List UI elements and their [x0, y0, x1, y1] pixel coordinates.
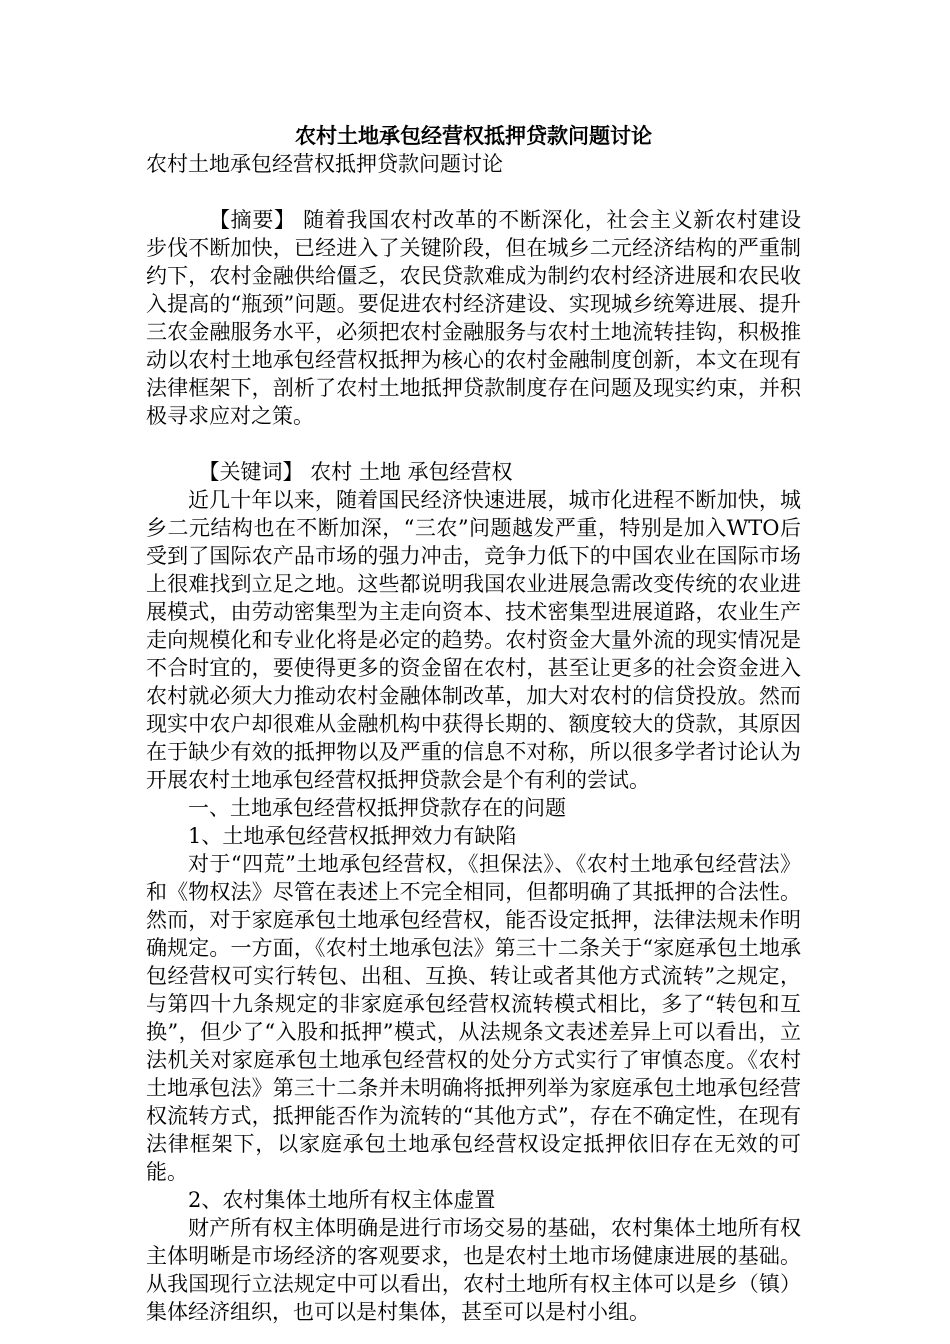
document-page — [146, 122, 801, 1326]
blank-line — [146, 178, 801, 206]
subsection-body-1: 对于“四荒”土地承包经营权，《担保法》、《农村土地承包经营法》和《物权法》尽管在表述上不完全相同，但都明确了其抵押的合法性。然而，对于家庭承包土地承包经营权，能否设定抵押，法律法规未作明确规定。一方面，《农村土地承包法》第三十二条关于“家庭承包土地承包经营权可实行转包、出租、互换、转让或者其他方式流转”之规定，与第四十九条规定的非家庭承包经营权流转模式相比，多了“转包和互换”，但少了“入股和抵押”模式，从法规条文表述差异上可以看出，立法机关对家庭承包土地承包经营权的处分方式实行了审慎态度。《农村土地承包法》第三十二条并未明确将抵押列举为家庭承包土地承包经营权流转方式，抵押能否作为流转的“其他方式”，存在不确定性，在现有法律框架下，以家庭承包土地承包经营权设定抵押依旧存在无效的可能。 — [146, 852, 801, 1184]
section-heading: 一、土地承包经营权抵押贷款存在的问题 — [188, 796, 566, 820]
document-subtitle: 农村土地承包经营权抵押贷款问题讨论 — [146, 152, 503, 176]
abstract-paragraph: 【摘要】 随着我国农村改革的不断深化，社会主义新农村建设步伐不断加快，已经进入了关键阶段，但在城乡二元经济结构的严重制约下，农村金融供给僵乏，农民贷款难成为制约农村经济进展和农民收入提高的“瓶颈”问题。要促进农村经济建设、实现城乡统筹进展、提升三农金融服务水平，必须把农村金融服务与农村土地流转挂钩，积极推动以农村土地承包经营权抵押为核心的农村金融制度创新，本文在现有法律框架下，剖析了农村土地抵押贷款制度存在问题及现实约束，并积极寻求应对之策。 — [146, 208, 801, 428]
intro-paragraph: 近几十年以来，随着国民经济快速进展，城市化进程不断加快，城乡二元结构也在不断加深，“三农”问题越发严重，特别是加入WTO后受到了国际农产品市场的强力冲击，竞争力低下的中国农业在国际市场上很难找到立足之地。这些都说明我国农业进展急需改变传统的农业进展模式，由劳动密集型为主走向资本、技术密集型进展道路，农业生产走向规模化和专业化将是必定的趋势。农村资金大量外流的现实情况是不合时宜的，要使得更多的资金留在农村，甚至让更多的社会资金进入农村就必须大力推动农村金融体制改革，加大对农村的信贷投放。然而现实中农户却很难从金融机构中获得长期的、额度较大的贷款，其原因在于缺少有效的抵押物以及严重的信息不对称，所以很多学者讨论认为开展农村土地承包经营权抵押贷款会是个有利的尝试。 — [146, 488, 801, 792]
keywords-line: 【关键词】 农村 土地 承包经营权 — [198, 460, 513, 484]
document-title: 农村土地承包经营权抵押贷款问题讨论 — [295, 123, 652, 148]
subsection-heading-2: 2、农村集体土地所有权主体虚置 — [188, 1188, 496, 1212]
subsection-body-2: 财产所有权主体明确是进行市场交易的基础，农村集体土地所有权主体明晰是市场经济的客观要求，也是农村土地市场健康进展的基础。从我国现行立法规定中可以看出，农村土地所有权主体可以是乡（镇）集体经济组织，也可以是村集体，甚至可以是村小组。 — [146, 1216, 801, 1324]
blank-line — [146, 430, 801, 458]
subsection-heading-1: 1、土地承包经营权抵押效力有缺陷 — [188, 824, 517, 848]
